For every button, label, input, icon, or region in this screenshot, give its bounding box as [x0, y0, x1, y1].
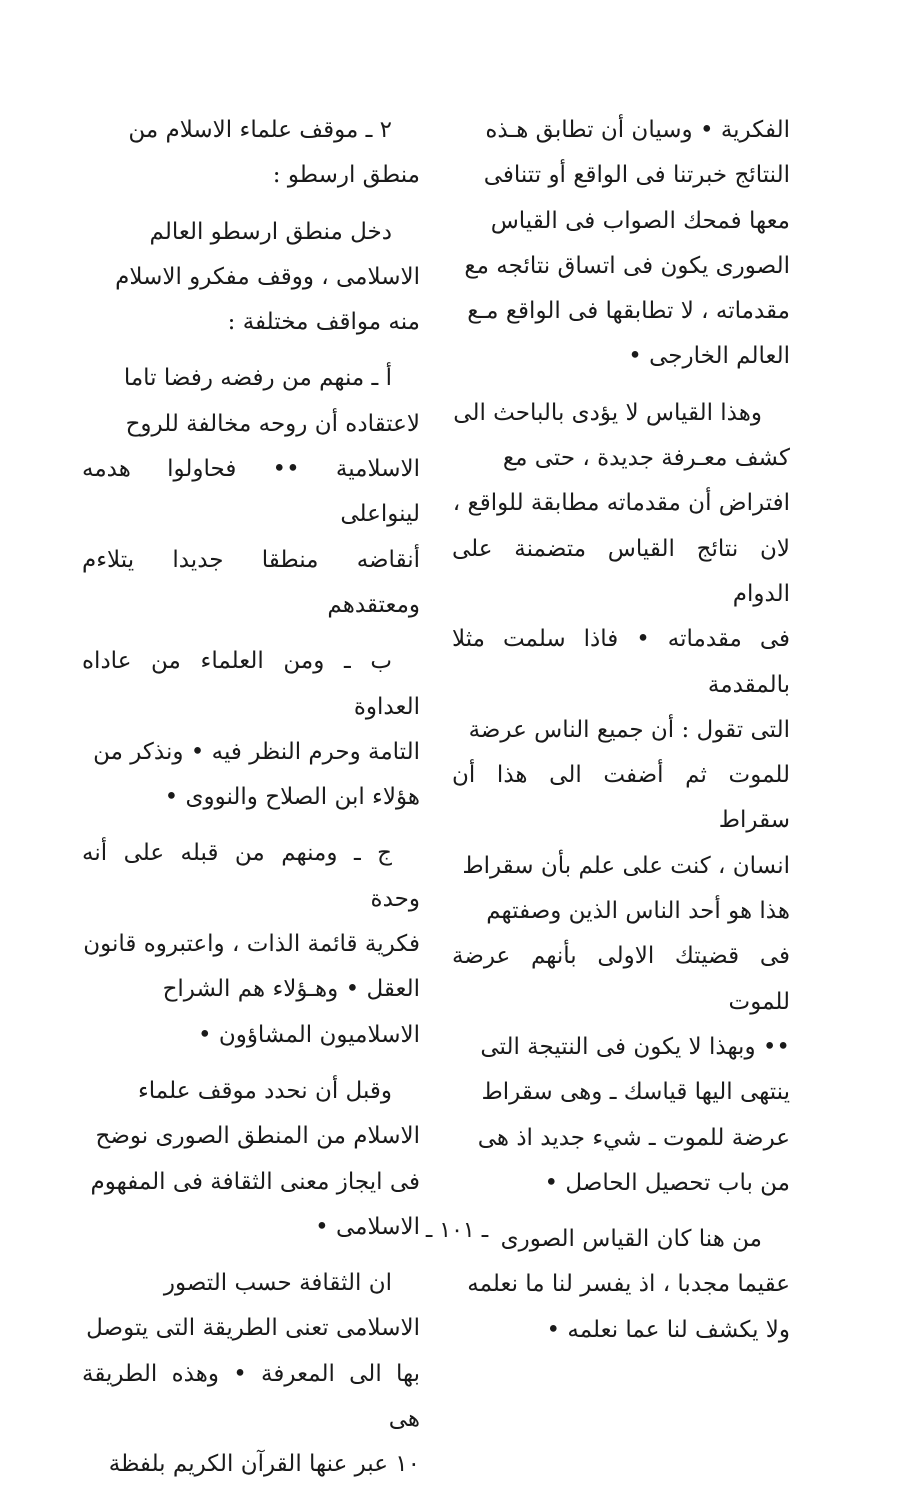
paragraph: ان الثقافة حسب التصور الاسلامى تعنى الطريقة التى يتوصل بها الى المعرفة • وهذه الطريقة هى ١٠ عبر عنها القرآن الكريم بلفظة	[82, 1270, 420, 1478]
paragraph: وقبل أن نحدد موقف علماء الاسلام من المنطق الصورى نوضح فى ايجاز معنى الثقافة فى المفهوم الاسلامى •	[90, 1077, 420, 1240]
paragraph: الفكرية • وسيان أن تطابق هـذه النتائج خبرتنا فى الواقع أو تتنافى معها فمحك الصواب فى القياس الصورى يكون فى اتساق نتائجه مع مقدماته ، لا تطابقها فى الواقع مـع العالم الخارجى •	[464, 117, 790, 370]
paragraph: من هنا كان القياس الصورى عقيما مجدبا ، اذ يفسر لنا ما نعلمه ولا يكشف لنا عما نعلمه •	[467, 1226, 790, 1343]
section-heading: ٢ ـ موقف علماء الاسلام من منطق ارسطو :	[128, 117, 420, 189]
paragraph: دخل منطق ارسطو العالم الاسلامى ، ووقف مفكرو الاسلام منه مواقف مختلفة :	[115, 218, 420, 336]
page-number: ـ ١٠١ ـ	[425, 1218, 489, 1243]
paragraph: ب ـ ومن العلماء من عاداه العداوة التامة وحرم النظر فيه • ونذكر من هؤلاء ابن الصلاح والنووى •	[82, 648, 420, 811]
paragraph: وهذا القياس لا يؤدى بالباحث الى كشف معـرفة جديدة ، حتى مع افتراض أن مقدماته مطابقة للواقع ، لان نتائج القياس متضمنة على الدوام فى مقدماته • فاذا سلمت مثلا بالمقدمة التى تقول : أن جميع الناس عرضة للموت ثم أضفت الى هذا أن سقراط انسان ، كنت على علم بأن سقراط هذا هو أحد الناس الذين وصفتهم فى قضيتك الاولى بأنهم عرضة للموت •• وبهذا لا يكون فى النتيجة التى ينتهى اليها قياسك ـ وهى سقراط عرضة للموت ـ شيء جديد اذ هى من باب تحصيل الحاصل •	[452, 399, 790, 1196]
paragraph: أ ـ منهم من رفضه رفضا تاما لاعتقاده أن روحه مخالفة للروح الاسلامية •• فحاولوا هدمه لينواعلى أنقاضه منطقا جديدا يتلاءم ومعتقدهم	[82, 365, 420, 618]
paragraph: ج ـ ومنهم من قبله على أنه وحدة فكرية قائمة الذات ، واعتبروه قانون العقل • وهـؤلاء هم الشراح الاسلاميون المشاؤون •	[82, 840, 420, 1048]
right-text-column	[452, 108, 790, 1364]
left-text-column	[82, 108, 420, 1499]
